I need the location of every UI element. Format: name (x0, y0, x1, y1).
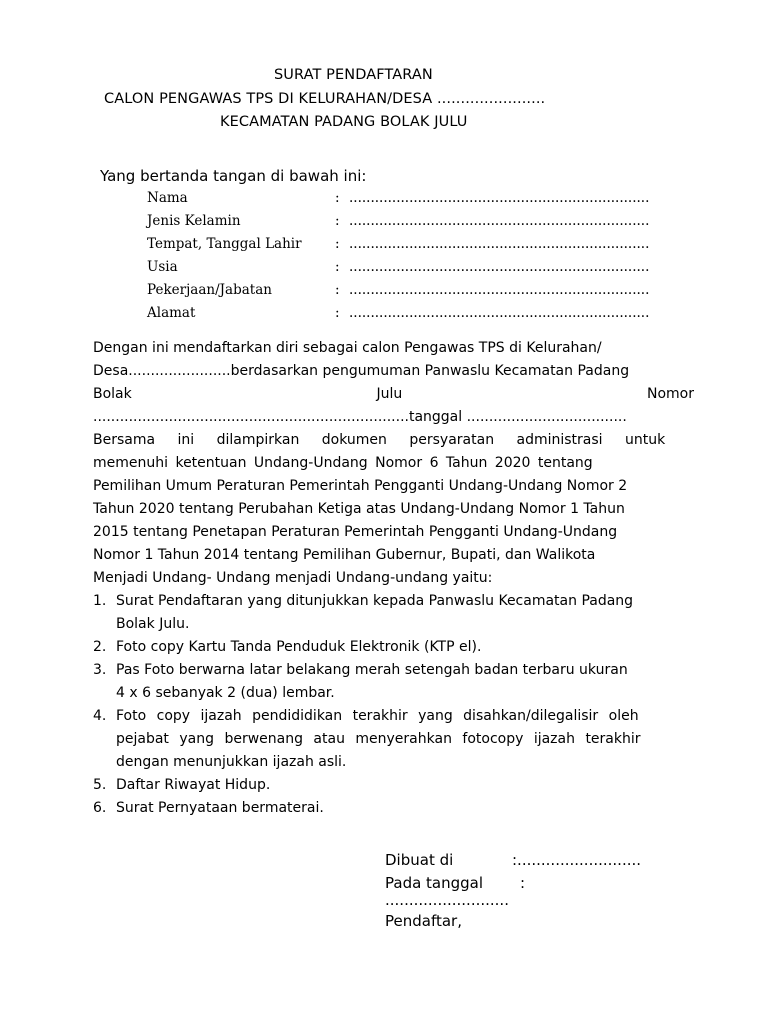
body-line: Tahun 2020 tentang Perubahan Ketiga atas Undang-Undang Nomor 1 Tahun (93, 501, 625, 517)
list-item (93, 774, 694, 797)
document-subtitle: CALON PENGAWAS TPS DI KELURAHAN/DESA ....................... (104, 91, 546, 107)
body-word: Bolak (93, 386, 132, 402)
date-colon: : (520, 874, 526, 892)
made-at-label: Dibuat di (385, 851, 454, 869)
field-blank: ...................................................................... (349, 213, 650, 229)
list-text: Foto copy ijazah pendididikan terakhir yang disahkan/dilegalisir oleh (116, 708, 639, 724)
list-text: Pas Foto berwarna latar belakang merah setengah badan terbaru ukuran (116, 662, 628, 678)
document-district: KECAMATAN PADANG BOLAK JULU (220, 114, 468, 130)
field-colon: : (335, 305, 340, 321)
body-line: Dengan ini mendaftarkan diri sebagai calon Pengawas TPS di Kelurahan/ (93, 340, 602, 356)
field-label: Jenis Kelamin (147, 213, 241, 229)
field-label: Nama (147, 190, 188, 206)
body-line: Pemilihan Umum Peraturan Pemerintah Pengganti Undang-Undang Nomor 2 (93, 478, 628, 494)
body-line: memenuhi ketentuan Undang-Undang Nomor 6 Tahun 2020 tentang (93, 455, 593, 471)
list-item (93, 797, 694, 820)
field-label: Pekerjaan/Jabatan (147, 282, 272, 298)
list-text: pejabat yang berwenang atau menyerahkan fotocopy ijazah terakhir (116, 731, 641, 747)
document-title: SURAT PENDAFTARAN (274, 67, 433, 83)
field-blank: ...................................................................... (349, 282, 650, 298)
field-colon: : (335, 282, 340, 298)
field-blank: ...................................................................... (349, 259, 650, 275)
field-label: Tempat, Tanggal Lahir (147, 236, 302, 252)
field-blank: ...................................................................... (349, 236, 650, 252)
list-item (93, 590, 694, 636)
list-item (93, 705, 694, 774)
list-text: Bolak Julu. (116, 616, 190, 632)
body-word: Julu (376, 386, 403, 402)
field-blank: ...................................................................... (349, 305, 650, 321)
list-number: 4. (93, 708, 107, 724)
field-blank: ...................................................................... (349, 190, 650, 206)
body-paragraph (93, 337, 694, 590)
list-number: 2. (93, 639, 107, 655)
field-colon: : (335, 236, 340, 252)
field-label: Alamat (147, 305, 196, 321)
body-line (93, 383, 694, 406)
list-number: 3. (93, 662, 107, 678)
body-line: .......................................................................tanggal .................................... (93, 409, 627, 425)
date-value: .......................... (385, 891, 509, 909)
list-text: Daftar Riwayat Hidup. (116, 777, 271, 793)
body-line: Bersama ini dilampirkan dokumen persyaratan administrasi untuk (93, 432, 666, 448)
field-colon: : (335, 259, 340, 275)
body-line: Nomor 1 Tahun 2014 tentang Pemilihan Gubernur, Bupati, dan Walikota (93, 547, 596, 563)
list-text: Foto copy Kartu Tanda Penduduk Elektronik (KTP el). (116, 639, 482, 655)
body-line: Menjadi Undang- Undang menjadi Undang-undang yaitu: (93, 570, 493, 586)
field-colon: : (335, 213, 340, 229)
field-label: Usia (147, 259, 178, 275)
date-line (385, 874, 526, 892)
registrant-label: Pendaftar, (385, 912, 462, 930)
list-item (93, 636, 694, 659)
requirements-list (93, 590, 694, 820)
list-text: 4 x 6 sebanyak 2 (dua) lembar. (116, 685, 335, 701)
list-number: 5. (93, 777, 107, 793)
list-text: dengan menunjukkan ijazah asli. (116, 754, 347, 770)
made-at-value: :.......................... (512, 851, 642, 869)
body-word: Nomor (646, 386, 694, 402)
list-text: Surat Pendaftaran yang ditunjukkan kepada Panwaslu Kecamatan Padang (116, 593, 634, 609)
date-label: Pada tanggal (385, 874, 484, 892)
body-line: Desa.......................berdasarkan pengumuman Panwaslu Kecamatan Padang (93, 363, 630, 379)
intro-text: Yang bertanda tangan di bawah ini: (100, 167, 367, 185)
made-at-line (385, 851, 642, 869)
list-number: 1. (93, 593, 107, 609)
body-line: 2015 tentang Penetapan Peraturan Pemerintah Pengganti Undang-Undang (93, 524, 618, 540)
field-colon: : (335, 190, 340, 206)
list-text: Surat Pernyataan bermaterai. (116, 800, 324, 816)
list-item (93, 659, 694, 705)
list-number: 6. (93, 800, 107, 816)
